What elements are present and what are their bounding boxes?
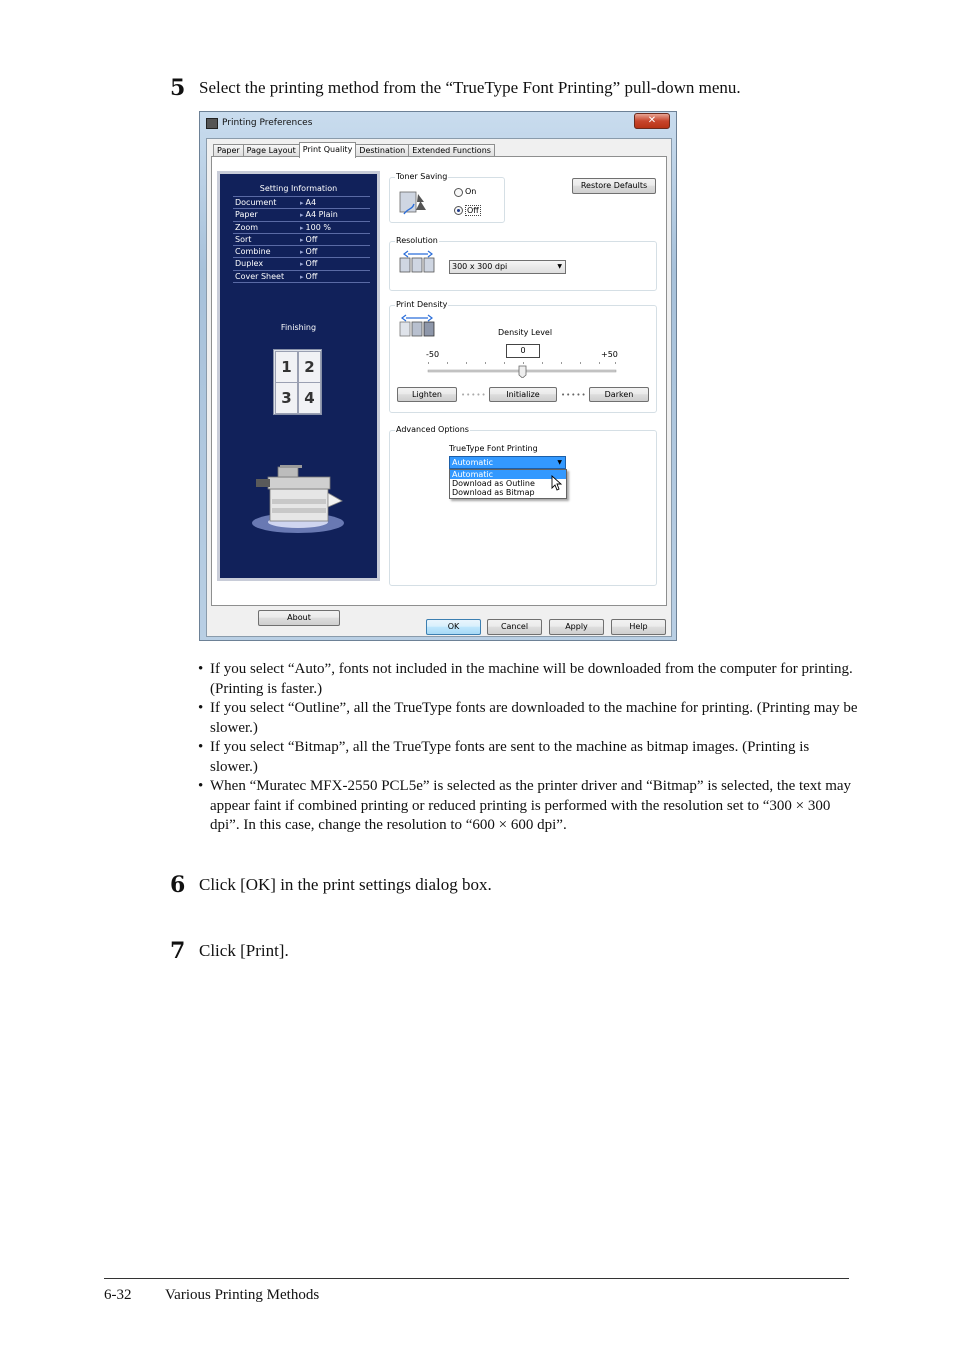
setting-value: ▸ Off bbox=[300, 246, 317, 258]
dropdown-option-automatic[interactable]: Automatic bbox=[450, 470, 566, 479]
setting-row bbox=[233, 209, 370, 221]
note-item: • If you select “Auto”, fonts not included in the machine will be downloaded from the computer for printing. (Printing is faster.) bbox=[198, 660, 858, 699]
advanced-options-label: Advanced Options bbox=[396, 425, 469, 434]
setting-information-title: Setting Information bbox=[259, 184, 338, 193]
setting-key: Sort bbox=[235, 234, 252, 244]
ok-button[interactable]: OK bbox=[426, 619, 481, 635]
tab-strip bbox=[213, 142, 494, 156]
dropdown-option-outline[interactable]: Download as Outline bbox=[452, 479, 535, 488]
setting-key: Paper bbox=[235, 210, 258, 220]
finishing-page-1: 1 bbox=[275, 351, 298, 383]
setting-value: ▸ Off bbox=[300, 258, 317, 270]
tab-page-layout[interactable]: Page Layout bbox=[243, 144, 300, 157]
tab-paper[interactable]: Paper bbox=[213, 144, 244, 157]
tab-print-quality[interactable]: Print Quality bbox=[299, 142, 357, 158]
help-button[interactable]: Help bbox=[611, 619, 666, 635]
density-max-label: +50 bbox=[601, 350, 618, 359]
resolution-select[interactable] bbox=[449, 260, 566, 274]
finishing-page-2: 2 bbox=[298, 351, 321, 383]
printer-machine-icon bbox=[250, 459, 350, 534]
setting-row bbox=[233, 258, 370, 270]
toner-saving-group bbox=[389, 172, 505, 223]
finishing-preview bbox=[273, 349, 322, 415]
title-bar bbox=[200, 112, 676, 134]
toner-saving-on-radio[interactable] bbox=[454, 188, 463, 197]
chevron-down-icon: ▼ bbox=[557, 459, 562, 466]
setting-row bbox=[233, 246, 370, 258]
resolution-group bbox=[389, 236, 657, 291]
step-6-text: Click [OK] in the print settings dialog box. bbox=[199, 875, 492, 894]
step-6-number: 6 bbox=[170, 872, 186, 898]
page-number: 6-32 bbox=[104, 1287, 132, 1303]
dialog-client-area bbox=[206, 138, 672, 637]
apply-button[interactable]: Apply bbox=[549, 619, 604, 635]
setting-key: Combine bbox=[235, 247, 271, 257]
setting-key: Duplex bbox=[235, 259, 264, 269]
note-item: • When “Muratec MFX-2550 PCL5e” is selected as the printer driver and “Bitmap” is selected, the text may appear faint if combined printing or reduced printing is performed with the resolution set to “300 × 300 dpi”. In this case, change the resolution to “600 × 600 dpi”. bbox=[198, 777, 858, 836]
mouse-cursor-icon bbox=[551, 475, 563, 491]
resolution-value: 300 x 300 dpi bbox=[452, 262, 508, 271]
truetype-dropdown-list bbox=[449, 469, 567, 499]
truetype-selected-value: Automatic bbox=[452, 458, 494, 467]
toner-saving-label: Toner Saving bbox=[396, 172, 448, 181]
about-button[interactable]: About bbox=[258, 610, 340, 626]
setting-information-table bbox=[233, 196, 370, 283]
setting-value: ▸ Off bbox=[300, 234, 317, 246]
lighten-dots: ••••• bbox=[461, 391, 487, 399]
darken-dots: ••••• bbox=[561, 391, 587, 399]
setting-row bbox=[233, 271, 370, 283]
setting-information-panel bbox=[217, 171, 380, 581]
setting-row bbox=[233, 197, 370, 209]
tab-extended-functions[interactable]: Extended Functions bbox=[408, 144, 495, 157]
cancel-button[interactable]: Cancel bbox=[487, 619, 542, 635]
density-level-field[interactable]: 0 bbox=[506, 344, 540, 358]
tab-destination[interactable]: Destination bbox=[355, 144, 409, 157]
step-5-text: Select the printing method from the “TrueType Font Printing” pull-down menu. bbox=[199, 78, 741, 97]
setting-value: ▸ A4 Plain bbox=[300, 209, 338, 221]
setting-key: Cover Sheet bbox=[235, 271, 285, 281]
lighten-button[interactable]: Lighten bbox=[397, 387, 457, 402]
restore-defaults-button[interactable]: Restore Defaults bbox=[572, 178, 656, 194]
print-quality-page bbox=[211, 156, 667, 606]
density-min-label: -50 bbox=[426, 350, 440, 359]
setting-value: ▸ 100 % bbox=[300, 222, 331, 234]
setting-value: ▸ Off bbox=[300, 271, 317, 283]
note-item: • If you select “Outline”, all the TrueType fonts are downloaded to the machine for printing. (Printing may be slower.) bbox=[198, 699, 858, 738]
notes-list bbox=[198, 660, 858, 836]
dropdown-option-bitmap[interactable]: Download as Bitmap bbox=[452, 488, 535, 497]
print-density-group bbox=[389, 300, 657, 413]
setting-key: Document bbox=[235, 198, 277, 207]
toner-saving-on-label: On bbox=[465, 187, 477, 196]
finishing-page-4: 4 bbox=[298, 382, 321, 414]
setting-key: Zoom bbox=[235, 222, 259, 232]
darken-button[interactable]: Darken bbox=[589, 387, 649, 402]
step-7-text: Click [Print]. bbox=[199, 941, 289, 960]
finishing-page-3: 3 bbox=[275, 382, 298, 414]
finishing-label: Finishing bbox=[280, 323, 317, 332]
resolution-icon bbox=[398, 250, 436, 276]
truetype-font-printing-select[interactable] bbox=[449, 456, 566, 469]
printer-icon bbox=[206, 118, 218, 129]
dialog-title: Printing Preferences bbox=[222, 118, 313, 128]
print-density-icon bbox=[398, 314, 436, 340]
step-7-number: 7 bbox=[170, 938, 186, 964]
density-level-label: Density Level bbox=[498, 328, 553, 337]
print-density-label: Print Density bbox=[396, 300, 448, 309]
note-item: • If you select “Bitmap”, all the TrueType fonts are sent to the machine as bitmap images. (Printing is slower.) bbox=[198, 738, 858, 777]
toner-saving-off-radio[interactable] bbox=[454, 206, 463, 215]
chevron-down-icon: ▼ bbox=[557, 263, 562, 270]
footer-rule bbox=[104, 1278, 849, 1279]
truetype-font-printing-label: TrueType Font Printing bbox=[449, 444, 538, 453]
step-5-number: 5 bbox=[170, 75, 186, 101]
toner-saving-icon bbox=[398, 188, 430, 216]
section-title: Various Printing Methods bbox=[165, 1287, 320, 1303]
setting-row bbox=[233, 234, 370, 246]
setting-value: ▸ A4 bbox=[300, 197, 316, 209]
resolution-label: Resolution bbox=[396, 236, 438, 245]
printing-preferences-dialog bbox=[199, 111, 677, 641]
initialize-button[interactable]: Initialize bbox=[489, 387, 557, 402]
toner-saving-off-label: Off bbox=[467, 206, 479, 215]
setting-row bbox=[233, 222, 370, 234]
advanced-options-group bbox=[389, 425, 657, 586]
density-slider[interactable] bbox=[426, 360, 618, 378]
close-button[interactable]: ✕ bbox=[634, 113, 670, 129]
